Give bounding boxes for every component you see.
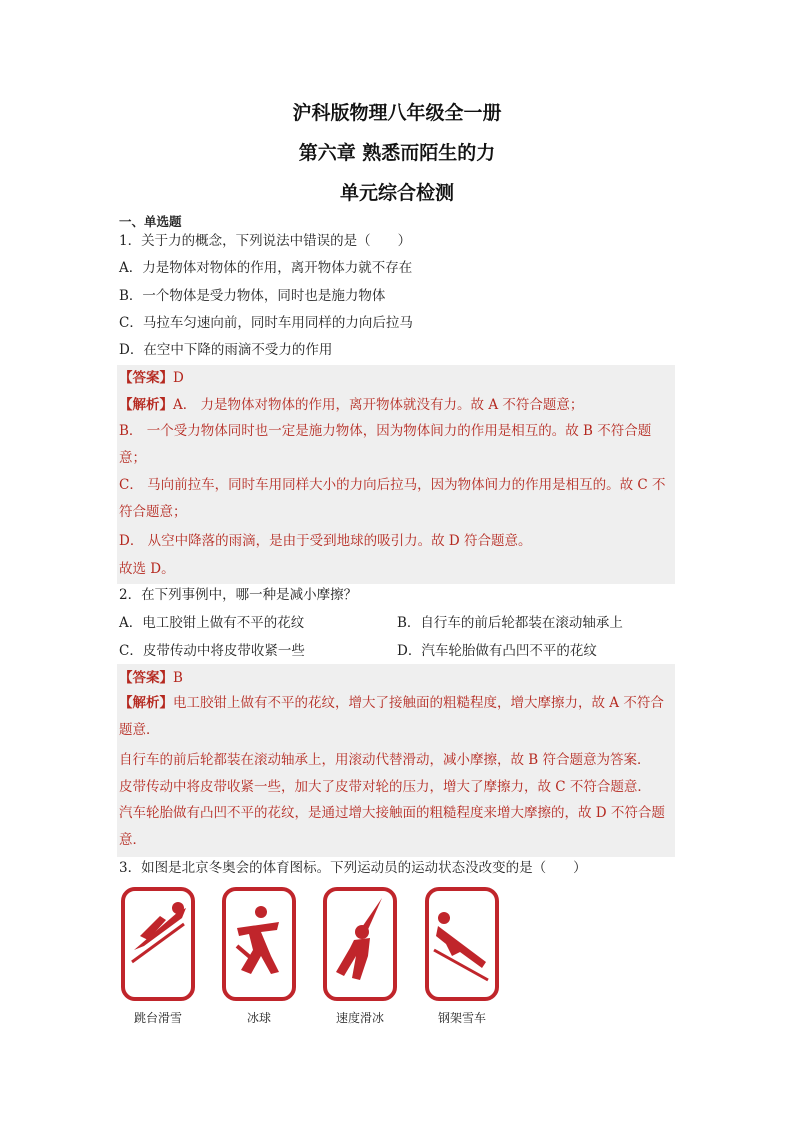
- icon-label-speed-skating: 速度滑冰: [335, 1011, 384, 1025]
- chapter-title: 第六章 熟悉而陌生的力: [298, 142, 496, 164]
- test-title: 单元综合检测: [339, 182, 454, 204]
- analysis-tag: 【解析】: [119, 397, 173, 413]
- answer-tag: 【答案】: [119, 370, 173, 386]
- answer-value: D: [173, 370, 184, 386]
- skeleton-icon: [424, 886, 500, 1006]
- answer-value: B: [173, 670, 183, 686]
- q1-conclusion: 故选 D。: [119, 561, 175, 577]
- q2-analysis-4: 汽车轮胎做有凸凹不平的花纹，是通过增大接触面的粗糙程度来增大摩擦的，故 D 不符合题意．: [119, 805, 665, 848]
- icon-label-ice-hockey: 冰球: [246, 1011, 271, 1025]
- ski-jumping-icon: [120, 886, 196, 1006]
- icon-label-skeleton: 钢架雪车: [437, 1011, 486, 1025]
- q1-stem: 1．关于力的概念，下列说法中错误的是（ ）: [119, 233, 412, 249]
- q1-option-c: C．马拉车匀速向前，同时车用同样的力向后拉马: [119, 315, 413, 331]
- q2-option-a: A．电工胶钳上做有不平的花纹: [119, 615, 305, 631]
- q1-option-d: D．在空中下降的雨滴不受力的作用: [119, 342, 333, 358]
- q3-stem: 3．如图是北京冬奥会的体育图标。下列运动员的运动状态没改变的是（ ）: [119, 860, 587, 876]
- icon-label-ski-jumping: 跳台滑雪: [133, 1011, 182, 1025]
- ice-hockey-icon: [221, 886, 297, 1006]
- q2-option-c: C．皮带传动中将皮带收紧一些: [119, 643, 305, 659]
- analysis-tag: 【解析】: [119, 695, 173, 711]
- q2-analysis-1: 【解析】电工胶钳上做有不平的花纹，增大了接触面的粗糙程度，增大摩擦力，故 A 不符合题意．: [119, 695, 664, 738]
- q1-analysis-d: D． 从空中降落的雨滴，是由于受到地球的吸引力。故 D 符合题意。: [119, 533, 532, 549]
- q2-analysis-2: 自行车的前后轮都装在滚动轴承上，用滚动代替滑动，减小摩擦，故 B 符合题意为答案．: [119, 752, 651, 768]
- q2-answer-block: [117, 664, 675, 857]
- q2-analysis-3: 皮带传动中将皮带收紧一些，加大了皮带对轮的压力，增大了摩擦力，故 C 不符合题意．: [119, 779, 651, 795]
- q2-stem: 2．在下列事例中，哪一种是减小摩擦？: [119, 587, 358, 603]
- q1-analysis-c: C． 马向前拉车，同时车用同样大小的力向后拉马，因为物体间力的作用是相互的。故 C 不符合题意；: [119, 477, 666, 520]
- q1-option-b: B．一个物体是受力物体，同时也是施力物体: [119, 288, 386, 304]
- book-title: 沪科版物理八年级全一册: [292, 102, 502, 124]
- section-heading: 一、单选题: [119, 214, 182, 229]
- q2-option-d: D．汽车轮胎做有凸凹不平的花纹: [397, 643, 597, 659]
- q1-option-a: A．力是物体对物体的作用，离开物体力就不存在: [119, 260, 413, 276]
- q1-answer: [119, 369, 184, 387]
- q1-analysis-a: 【解析】A． 力是物体对物体的作用，离开物体就没有力。故 A 不符合题意；: [119, 397, 584, 413]
- speed-skating-icon: [322, 886, 398, 1006]
- q2-answer: [119, 669, 183, 687]
- q1-answer-block: [117, 365, 675, 584]
- q2-option-b: B．自行车的前后轮都装在滚动轴承上: [397, 615, 623, 631]
- answer-tag: 【答案】: [119, 670, 173, 686]
- q1-analysis-b: B． 一个受力物体同时也一定是施力物体，因为物体间力的作用是相互的。故 B 不符合题意；: [119, 423, 652, 466]
